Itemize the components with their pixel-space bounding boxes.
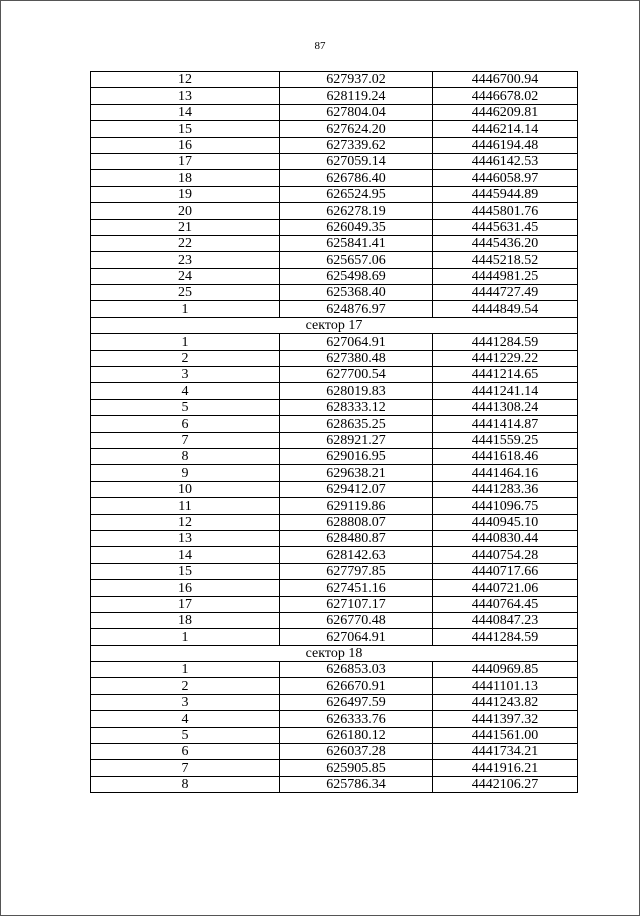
point-number-cell: 18 xyxy=(91,170,280,186)
table-row xyxy=(91,186,578,202)
x-coordinate-cell: 626770.48 xyxy=(280,612,433,628)
point-number-cell: 18 xyxy=(91,612,280,628)
table-row xyxy=(91,678,578,694)
point-number-cell: 9 xyxy=(91,465,280,481)
table-row xyxy=(91,711,578,727)
point-number-cell: 13 xyxy=(91,88,280,104)
x-coordinate-cell: 625368.40 xyxy=(280,285,433,301)
y-coordinate-cell: 4440847.23 xyxy=(433,612,578,628)
table-row xyxy=(91,350,578,366)
point-number-cell: 1 xyxy=(91,662,280,678)
point-number-cell: 1 xyxy=(91,301,280,317)
table-row xyxy=(91,88,578,104)
point-number-cell: 23 xyxy=(91,252,280,268)
table-row xyxy=(91,219,578,235)
table-row xyxy=(91,137,578,153)
point-number-cell: 6 xyxy=(91,744,280,760)
point-number-cell: 15 xyxy=(91,121,280,137)
x-coordinate-cell: 627804.04 xyxy=(280,104,433,120)
x-coordinate-cell: 627937.02 xyxy=(280,72,433,88)
y-coordinate-cell: 4441284.59 xyxy=(433,334,578,350)
table-row xyxy=(91,416,578,432)
table-row xyxy=(91,72,578,88)
point-number-cell: 4 xyxy=(91,711,280,727)
point-number-cell: 6 xyxy=(91,416,280,432)
y-coordinate-cell: 4441414.87 xyxy=(433,416,578,432)
x-coordinate-cell: 626278.19 xyxy=(280,203,433,219)
y-coordinate-cell: 4446678.02 xyxy=(433,88,578,104)
coordinates-table xyxy=(90,71,578,793)
table-row xyxy=(91,760,578,776)
y-coordinate-cell: 4441397.32 xyxy=(433,711,578,727)
table-row xyxy=(91,498,578,514)
sector-header-row xyxy=(91,317,578,333)
y-coordinate-cell: 4441229.22 xyxy=(433,350,578,366)
y-coordinate-cell: 4440721.06 xyxy=(433,580,578,596)
y-coordinate-cell: 4445801.76 xyxy=(433,203,578,219)
point-number-cell: 12 xyxy=(91,514,280,530)
point-number-cell: 2 xyxy=(91,678,280,694)
coordinates-table-body xyxy=(91,72,578,793)
point-number-cell: 19 xyxy=(91,186,280,202)
x-coordinate-cell: 629016.95 xyxy=(280,448,433,464)
x-coordinate-cell: 627624.20 xyxy=(280,121,433,137)
x-coordinate-cell: 627059.14 xyxy=(280,153,433,169)
y-coordinate-cell: 4440830.44 xyxy=(433,530,578,546)
x-coordinate-cell: 627064.91 xyxy=(280,629,433,645)
point-number-cell: 7 xyxy=(91,760,280,776)
y-coordinate-cell: 4441096.75 xyxy=(433,498,578,514)
y-coordinate-cell: 4441284.59 xyxy=(433,629,578,645)
x-coordinate-cell: 628019.83 xyxy=(280,383,433,399)
y-coordinate-cell: 4441464.16 xyxy=(433,465,578,481)
x-coordinate-cell: 624876.97 xyxy=(280,301,433,317)
x-coordinate-cell: 628333.12 xyxy=(280,399,433,415)
table-row xyxy=(91,285,578,301)
y-coordinate-cell: 4446194.48 xyxy=(433,137,578,153)
point-number-cell: 2 xyxy=(91,350,280,366)
x-coordinate-cell: 628635.25 xyxy=(280,416,433,432)
x-coordinate-cell: 628119.24 xyxy=(280,88,433,104)
y-coordinate-cell: 4440945.10 xyxy=(433,514,578,530)
table-row xyxy=(91,203,578,219)
table-row xyxy=(91,334,578,350)
table-row xyxy=(91,580,578,596)
x-coordinate-cell: 626049.35 xyxy=(280,219,433,235)
point-number-cell: 16 xyxy=(91,137,280,153)
x-coordinate-cell: 626037.28 xyxy=(280,744,433,760)
y-coordinate-cell: 4441101.13 xyxy=(433,678,578,694)
table-row xyxy=(91,399,578,415)
point-number-cell: 7 xyxy=(91,432,280,448)
y-coordinate-cell: 4440969.85 xyxy=(433,662,578,678)
y-coordinate-cell: 4441561.00 xyxy=(433,727,578,743)
x-coordinate-cell: 625905.85 xyxy=(280,760,433,776)
point-number-cell: 22 xyxy=(91,235,280,251)
x-coordinate-cell: 629638.21 xyxy=(280,465,433,481)
table-row xyxy=(91,268,578,284)
x-coordinate-cell: 628808.07 xyxy=(280,514,433,530)
table-row xyxy=(91,727,578,743)
point-number-cell: 24 xyxy=(91,268,280,284)
y-coordinate-cell: 4446058.97 xyxy=(433,170,578,186)
sector-title: сектор 17 xyxy=(91,317,578,333)
table-row xyxy=(91,465,578,481)
table-row xyxy=(91,235,578,251)
y-coordinate-cell: 4441241.14 xyxy=(433,383,578,399)
y-coordinate-cell: 4445631.45 xyxy=(433,219,578,235)
point-number-cell: 17 xyxy=(91,596,280,612)
table-row xyxy=(91,629,578,645)
y-coordinate-cell: 4442106.27 xyxy=(433,776,578,792)
point-number-cell: 5 xyxy=(91,727,280,743)
y-coordinate-cell: 4444981.25 xyxy=(433,268,578,284)
y-coordinate-cell: 4441214.65 xyxy=(433,367,578,383)
x-coordinate-cell: 626524.95 xyxy=(280,186,433,202)
y-coordinate-cell: 4445436.20 xyxy=(433,235,578,251)
table-row xyxy=(91,301,578,317)
y-coordinate-cell: 4445218.52 xyxy=(433,252,578,268)
x-coordinate-cell: 625498.69 xyxy=(280,268,433,284)
y-coordinate-cell: 4441308.24 xyxy=(433,399,578,415)
table-row xyxy=(91,563,578,579)
point-number-cell: 21 xyxy=(91,219,280,235)
x-coordinate-cell: 628142.63 xyxy=(280,547,433,563)
x-coordinate-cell: 627451.16 xyxy=(280,580,433,596)
x-coordinate-cell: 626497.59 xyxy=(280,694,433,710)
point-number-cell: 16 xyxy=(91,580,280,596)
y-coordinate-cell: 4445944.89 xyxy=(433,186,578,202)
point-number-cell: 13 xyxy=(91,530,280,546)
x-coordinate-cell: 627380.48 xyxy=(280,350,433,366)
point-number-cell: 17 xyxy=(91,153,280,169)
y-coordinate-cell: 4440764.45 xyxy=(433,596,578,612)
point-number-cell: 12 xyxy=(91,72,280,88)
x-coordinate-cell: 625786.34 xyxy=(280,776,433,792)
x-coordinate-cell: 627700.54 xyxy=(280,367,433,383)
y-coordinate-cell: 4440717.66 xyxy=(433,563,578,579)
y-coordinate-cell: 4446700.94 xyxy=(433,72,578,88)
table-row xyxy=(91,596,578,612)
table-row xyxy=(91,530,578,546)
table-row xyxy=(91,547,578,563)
x-coordinate-cell: 627797.85 xyxy=(280,563,433,579)
x-coordinate-cell: 629119.86 xyxy=(280,498,433,514)
table-row xyxy=(91,514,578,530)
table-row xyxy=(91,121,578,137)
table-row xyxy=(91,153,578,169)
x-coordinate-cell: 627107.17 xyxy=(280,596,433,612)
y-coordinate-cell: 4441618.46 xyxy=(433,448,578,464)
x-coordinate-cell: 628480.87 xyxy=(280,530,433,546)
y-coordinate-cell: 4441734.21 xyxy=(433,744,578,760)
table-row xyxy=(91,481,578,497)
x-coordinate-cell: 625657.06 xyxy=(280,252,433,268)
sector-title: сектор 18 xyxy=(91,645,578,661)
table-row xyxy=(91,252,578,268)
point-number-cell: 8 xyxy=(91,448,280,464)
point-number-cell: 11 xyxy=(91,498,280,514)
point-number-cell: 14 xyxy=(91,104,280,120)
point-number-cell: 1 xyxy=(91,629,280,645)
y-coordinate-cell: 4446214.14 xyxy=(433,121,578,137)
y-coordinate-cell: 4441243.82 xyxy=(433,694,578,710)
page-number: 87 xyxy=(314,40,326,52)
point-number-cell: 10 xyxy=(91,481,280,497)
y-coordinate-cell: 4446142.53 xyxy=(433,153,578,169)
table-row xyxy=(91,694,578,710)
table-row xyxy=(91,776,578,792)
x-coordinate-cell: 629412.07 xyxy=(280,481,433,497)
x-coordinate-cell: 626180.12 xyxy=(280,727,433,743)
point-number-cell: 3 xyxy=(91,367,280,383)
x-coordinate-cell: 628921.27 xyxy=(280,432,433,448)
point-number-cell: 8 xyxy=(91,776,280,792)
point-number-cell: 25 xyxy=(91,285,280,301)
y-coordinate-cell: 4444849.54 xyxy=(433,301,578,317)
point-number-cell: 15 xyxy=(91,563,280,579)
x-coordinate-cell: 625841.41 xyxy=(280,235,433,251)
x-coordinate-cell: 627339.62 xyxy=(280,137,433,153)
x-coordinate-cell: 626853.03 xyxy=(280,662,433,678)
point-number-cell: 20 xyxy=(91,203,280,219)
table-row xyxy=(91,448,578,464)
table-row xyxy=(91,170,578,186)
table-row xyxy=(91,383,578,399)
y-coordinate-cell: 4441283.36 xyxy=(433,481,578,497)
point-number-cell: 4 xyxy=(91,383,280,399)
point-number-cell: 3 xyxy=(91,694,280,710)
y-coordinate-cell: 4446209.81 xyxy=(433,104,578,120)
table-row xyxy=(91,744,578,760)
point-number-cell: 1 xyxy=(91,334,280,350)
y-coordinate-cell: 4440754.28 xyxy=(433,547,578,563)
y-coordinate-cell: 4441559.25 xyxy=(433,432,578,448)
table-row xyxy=(91,432,578,448)
table-row xyxy=(91,104,578,120)
y-coordinate-cell: 4444727.49 xyxy=(433,285,578,301)
y-coordinate-cell: 4441916.21 xyxy=(433,760,578,776)
x-coordinate-cell: 626670.91 xyxy=(280,678,433,694)
sector-header-row xyxy=(91,645,578,661)
table-row xyxy=(91,612,578,628)
x-coordinate-cell: 626786.40 xyxy=(280,170,433,186)
table-row xyxy=(91,662,578,678)
point-number-cell: 14 xyxy=(91,547,280,563)
table-row xyxy=(91,367,578,383)
point-number-cell: 5 xyxy=(91,399,280,415)
x-coordinate-cell: 627064.91 xyxy=(280,334,433,350)
x-coordinate-cell: 626333.76 xyxy=(280,711,433,727)
